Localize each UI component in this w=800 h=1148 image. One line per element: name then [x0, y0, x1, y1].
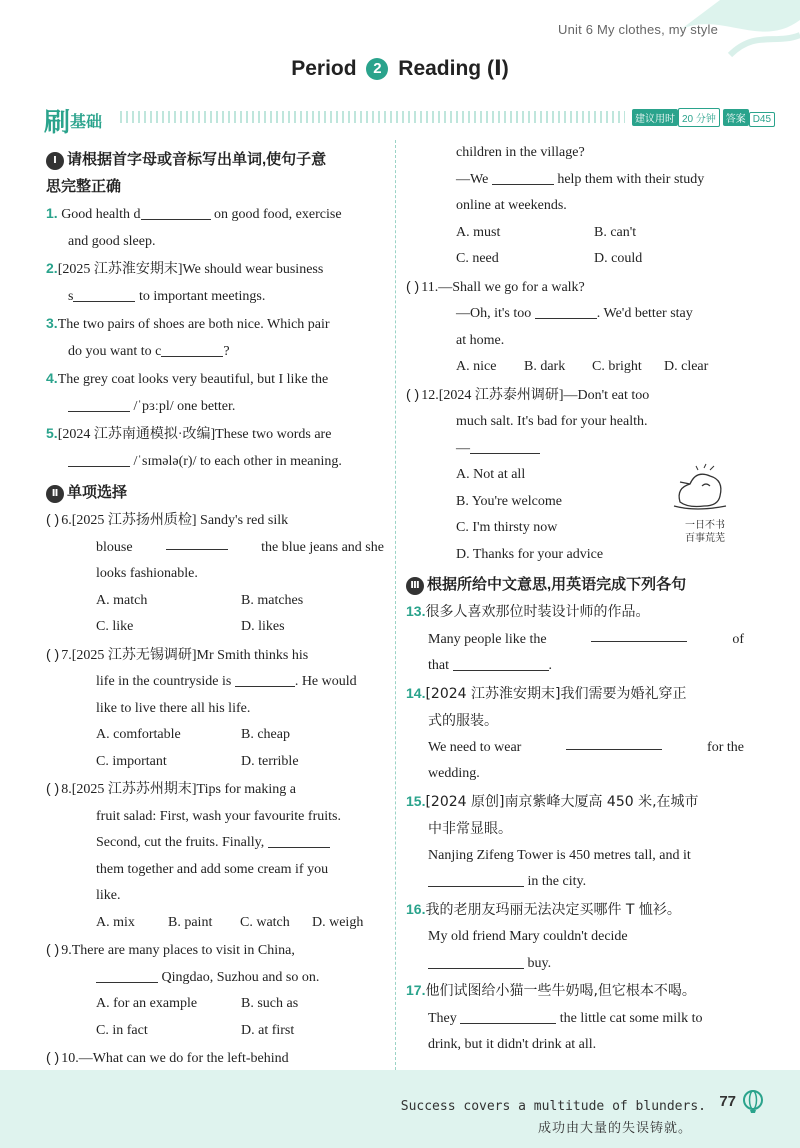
- q15-line1: [406, 788, 744, 817]
- footer-motto: Success covers a multitude of blunders.: [400, 1099, 706, 1114]
- q10-line1: [46, 1044, 384, 1073]
- section-3-heading: [406, 571, 744, 598]
- q1-text-b: on good food, exercise: [214, 207, 342, 222]
- q11-option-a[interactable]: A. nice: [456, 359, 497, 374]
- footer-motto-chinese: 成功由大量的失误铸就。: [537, 1121, 692, 1136]
- q15-line2: 中非常显眼。: [428, 821, 512, 837]
- q11-options: [406, 354, 744, 381]
- q16-line1: [406, 896, 744, 925]
- q9-text-b: Qingdao, Suzhou and so on.: [161, 969, 320, 985]
- q2-text-a: [2025 江苏淮安期末]We should wear business: [57, 262, 324, 277]
- q17-chinese: 他们试图给小猫一些牛奶喝,但它根本不喝。: [425, 983, 696, 999]
- q16-chinese: 我的老朋友玛丽无法决定买哪件 T 恤衫。: [425, 901, 681, 918]
- q2-line1: [46, 255, 384, 284]
- q10-options-2: [406, 246, 744, 273]
- q11-blank[interactable]: [535, 304, 597, 319]
- section-band: [44, 102, 772, 137]
- q12-line1: [406, 381, 744, 410]
- q8-option-b[interactable]: B. paint: [168, 914, 213, 930]
- q14-text-b: for the: [707, 739, 744, 755]
- q13-text-a: Many people like the: [428, 631, 547, 647]
- q2-blank[interactable]: [73, 287, 135, 302]
- q10-text-a: —What can we do for the left-behind: [78, 1051, 289, 1066]
- unit-header: Unit 6 My clothes, my style: [558, 22, 718, 37]
- q11-line3: at home.: [456, 332, 505, 348]
- q5-text-b: /ˈsɪmələ(r)/ to each other in meaning.: [133, 453, 342, 469]
- q12-number: 12.: [421, 387, 439, 403]
- q8-blank[interactable]: [268, 833, 330, 848]
- q6-text-b1: blouse: [96, 539, 133, 555]
- q11-option-d[interactable]: D. clear: [664, 359, 709, 374]
- answer-label: 答案: [723, 109, 749, 126]
- q7-number: 7.: [61, 647, 72, 663]
- q7-option-a[interactable]: A. comfortable: [96, 727, 181, 742]
- q9-options-1: [46, 991, 384, 1018]
- q13-text-d: .: [548, 658, 552, 673]
- q11-line2: [406, 301, 744, 328]
- q2-line2: [46, 284, 384, 311]
- q12-line3: [406, 436, 744, 463]
- q3-blank[interactable]: [161, 342, 223, 357]
- q6-answer-paren[interactable]: ( ): [46, 511, 60, 527]
- q9-line1: [46, 936, 384, 965]
- q15-text-b: in the city.: [527, 874, 587, 889]
- q6-options-2: [46, 614, 384, 641]
- q17-text-a2: the little cat some milk to: [559, 1010, 703, 1026]
- q9-options-2: [46, 1018, 384, 1045]
- q3-text-a: The two pairs of shoes are both nice. Which pair: [57, 317, 330, 332]
- title-reading: Reading (Ⅰ): [398, 57, 509, 80]
- q1-blank[interactable]: [141, 205, 211, 220]
- band-info: [632, 108, 775, 127]
- section-1-title-b: 思完整正确: [46, 178, 122, 195]
- q1-number: 1.: [46, 205, 58, 221]
- q10-option-c[interactable]: C. need: [456, 251, 499, 266]
- q2-number: 2.: [46, 260, 58, 276]
- q12-option-d[interactable]: D. Thanks for your advice: [456, 546, 604, 562]
- q8-options: [46, 910, 384, 937]
- q11-option-c[interactable]: C. bright: [592, 359, 642, 374]
- q8-line2: fruit salad: First, wash your favourite fruits.: [96, 808, 341, 824]
- q17-line3: drink, but it didn't drink at all.: [428, 1037, 597, 1052]
- q9-number: 9.: [61, 943, 72, 958]
- q9-option-a[interactable]: A. for an example: [96, 996, 198, 1011]
- page-number: 77: [719, 1093, 736, 1110]
- q17-text-a1: They: [428, 1010, 457, 1026]
- q7-text-b1: life in the countryside is: [96, 674, 232, 689]
- q10-option-b[interactable]: B. can't: [594, 224, 637, 240]
- q13-blank-1[interactable]: [591, 627, 687, 642]
- q16-line3: [406, 951, 744, 978]
- q13-line2: [406, 627, 744, 654]
- q12-option-c[interactable]: C. I'm thirsty now: [456, 520, 558, 535]
- q13-line1: [406, 598, 744, 627]
- q6-text-b2: the blue jeans and she: [261, 539, 384, 555]
- q13-text-c: that: [428, 658, 449, 673]
- doodle-line-1: 一日不书: [685, 520, 725, 531]
- q17-number: 17.: [406, 982, 426, 998]
- q10-blank[interactable]: [492, 170, 554, 185]
- q12-text-a: [2024 江苏泰州调研]—Don't eat too: [438, 387, 650, 403]
- q9-blank[interactable]: [96, 968, 158, 983]
- q12-text-c: —: [456, 440, 470, 456]
- q3-text-c: ?: [223, 343, 230, 359]
- q14-line2: 式的服装。: [428, 713, 498, 729]
- q9-option-d[interactable]: D. at first: [241, 1022, 295, 1038]
- q5-line2: [46, 449, 384, 476]
- q10-number: 10.: [61, 1051, 79, 1066]
- q11-answer-paren[interactable]: ( ): [406, 277, 420, 294]
- period-number-badge: 2: [366, 58, 388, 80]
- left-column: [46, 146, 384, 1073]
- q3-line2: [46, 339, 384, 366]
- q7-options-1: [46, 722, 384, 749]
- q8-line5: like.: [96, 888, 121, 903]
- q15-line4: [406, 869, 744, 896]
- column-divider: [395, 140, 396, 1070]
- q11-number: 11.: [421, 279, 439, 295]
- q3-number: 3.: [46, 315, 58, 331]
- logo-shua: 刷: [44, 107, 71, 137]
- time-value: 20 分钟: [678, 108, 720, 127]
- q11-text-a: —Shall we go for a walk?: [438, 279, 585, 295]
- q16-line2: My old friend Mary couldn't decide: [428, 929, 628, 944]
- q16-blank[interactable]: [428, 954, 524, 969]
- q10-options-1: [406, 220, 744, 247]
- q3-text-b: do you want to c: [68, 343, 162, 359]
- q16-number: 16.: [406, 900, 426, 917]
- q1-line1: [46, 200, 384, 229]
- q16-text-b: buy.: [527, 955, 552, 971]
- section-1-heading: [46, 146, 384, 173]
- q4-line2: [46, 394, 384, 421]
- q17-line2: [406, 1006, 744, 1033]
- q8-option-d[interactable]: D. weigh: [312, 914, 364, 930]
- q10-option-a[interactable]: A. must: [456, 224, 501, 240]
- q1-text-a: Good health d: [61, 207, 141, 222]
- q10-line2: children in the village?: [456, 145, 585, 160]
- q7-option-c[interactable]: C. important: [96, 753, 167, 769]
- q15-number: 15.: [406, 792, 426, 809]
- q17-line1: [406, 977, 744, 1006]
- q6-line3: looks fashionable.: [96, 566, 198, 581]
- q6-number: 6.: [61, 513, 72, 528]
- q6-line1: [46, 506, 384, 535]
- q12-line2: much salt. It's bad for your health.: [456, 414, 648, 429]
- section-2-title: 单项选择: [67, 484, 128, 501]
- q7-option-b[interactable]: B. cheap: [241, 727, 290, 742]
- q17-blank[interactable]: [460, 1009, 556, 1024]
- q14-blank[interactable]: [566, 735, 662, 750]
- q12-answer-paren[interactable]: ( ): [406, 385, 420, 402]
- q4-text-a: The grey coat looks very beautiful, but I like the: [57, 372, 329, 387]
- q13-number: 13.: [406, 603, 426, 619]
- q8-text-a: [2025 江苏苏州期末]Tips for making a: [71, 782, 296, 797]
- q5-line1: [46, 420, 384, 449]
- section-3-number: Ⅲ: [406, 577, 424, 595]
- page-title: [0, 56, 800, 81]
- q6-option-b[interactable]: B. matches: [241, 592, 304, 608]
- q12-option-a[interactable]: A. Not at all: [456, 467, 526, 482]
- q3-line1: [46, 310, 384, 339]
- q10-line3: [406, 167, 744, 194]
- q15-blank[interactable]: [428, 872, 524, 887]
- q1-line2: and good sleep.: [68, 233, 156, 249]
- time-label: 建议用时: [632, 109, 678, 126]
- q4-line1: [46, 365, 384, 394]
- q14-number: 14.: [406, 684, 426, 701]
- q2-text-c: to important meetings.: [138, 288, 266, 304]
- q9-text-a: There are many places to visit in China,: [71, 943, 295, 958]
- q8-line4: them together and add some cream if you: [96, 861, 329, 877]
- q6-blank[interactable]: [166, 535, 228, 550]
- q6-option-a[interactable]: A. match: [96, 592, 148, 608]
- q9-option-b[interactable]: B. such as: [241, 996, 299, 1011]
- doodle-line-2: 百事荒芜: [685, 533, 725, 544]
- answer-page: D45: [749, 112, 775, 127]
- q11-option-b[interactable]: B. dark: [524, 359, 566, 374]
- q8-option-a[interactable]: A. mix: [96, 914, 135, 930]
- q8-answer-paren[interactable]: ( ): [46, 780, 60, 796]
- q14-chinese-1: [2024 江苏淮安期末]我们需要为婚礼穿正: [425, 685, 687, 702]
- q8-option-c[interactable]: C. watch: [240, 914, 290, 930]
- q6-options-1: [46, 588, 384, 615]
- band-stripes-decoration: [120, 111, 625, 123]
- q13-chinese: 很多人喜欢那位时装设计师的作品。: [425, 604, 650, 620]
- q10-line4: online at weekends.: [456, 198, 567, 213]
- q7-line3: like to live there all his life.: [96, 700, 251, 716]
- q7-line2: [46, 669, 384, 696]
- q6-line2: [46, 535, 384, 562]
- q8-line3: [46, 830, 384, 857]
- q8-number: 8.: [61, 782, 72, 797]
- section-2-number: Ⅱ: [46, 485, 64, 503]
- q7-blank[interactable]: [235, 672, 295, 687]
- q7-answer-paren[interactable]: ( ): [46, 645, 60, 662]
- section-2-heading: [46, 479, 384, 506]
- q10-answer-paren[interactable]: ( ): [46, 1049, 60, 1065]
- q11-text-b2: . We'd better stay: [596, 306, 693, 321]
- q14-line1: [406, 680, 744, 709]
- section-3-title: 根据所给中文意思,用英语完成下列各句: [427, 576, 687, 593]
- q4-blank[interactable]: [68, 397, 130, 412]
- q13-line3: [406, 653, 744, 680]
- q7-text-a: [2025 江苏无锡调研]Mr Smith thinks his: [71, 647, 309, 663]
- q9-line2: [46, 965, 384, 992]
- logo-jichu: 基础: [70, 114, 103, 131]
- q14-line4: wedding.: [428, 766, 480, 781]
- section-1-number: Ⅰ: [46, 152, 64, 170]
- q4-number: 4.: [46, 370, 58, 386]
- q12-blank[interactable]: [470, 439, 540, 454]
- q9-answer-paren[interactable]: ( ): [46, 941, 60, 957]
- q7-text-b2: . He would: [294, 674, 357, 689]
- q8-line1: [46, 775, 384, 804]
- balloon-icon: [742, 1090, 764, 1114]
- q6-option-d[interactable]: D. likes: [241, 619, 285, 634]
- q10-text-c1: —We: [456, 171, 489, 187]
- q7-line1: [46, 641, 384, 670]
- q7-option-d[interactable]: D. terrible: [241, 753, 299, 769]
- q14-line3: [406, 735, 744, 762]
- q13-blank-2[interactable]: [453, 656, 549, 671]
- q11-text-b1: —Oh, it's too: [456, 306, 532, 321]
- q7-options-2: [46, 749, 384, 776]
- q5-blank[interactable]: [68, 452, 130, 467]
- q10-option-d[interactable]: D. could: [594, 251, 643, 266]
- band-logo: [44, 102, 102, 139]
- q9-option-c[interactable]: C. in fact: [96, 1022, 148, 1038]
- q14-text-a: We need to wear: [428, 739, 522, 755]
- right-column: [406, 140, 744, 1059]
- q5-number: 5.: [46, 425, 58, 441]
- q15-chinese-1: [2024 原创]南京紫峰大厦高 450 米,在城市: [425, 793, 699, 810]
- bird-icon: [666, 462, 744, 514]
- section-1-title-a: 请根据首字母或音标写出单词,使句子意: [67, 151, 327, 168]
- q15-line3: Nanjing Zifeng Tower is 450 metres tall, and it: [428, 847, 691, 863]
- q2-text-b: s: [68, 288, 74, 304]
- q6-text-a: [2025 江苏扬州质检] Sandy's red silk: [71, 513, 289, 528]
- q13-text-b: of: [732, 631, 744, 647]
- q12-option-b[interactable]: B. You're welcome: [456, 493, 562, 509]
- q4-text-b: /ˈpɜːpl/ one better.: [133, 398, 236, 414]
- sleeping-bird-doodle: [666, 462, 744, 542]
- q6-option-c[interactable]: C. like: [96, 619, 134, 634]
- q5-text-a: [2024 江苏南通模拟·改编]These two words are: [57, 427, 332, 442]
- q8-text-c: Second, cut the fruits. Finally,: [96, 835, 265, 850]
- title-period: Period: [291, 57, 357, 80]
- q10-text-c2: help them with their study: [557, 171, 705, 187]
- q11-line1: [406, 273, 744, 302]
